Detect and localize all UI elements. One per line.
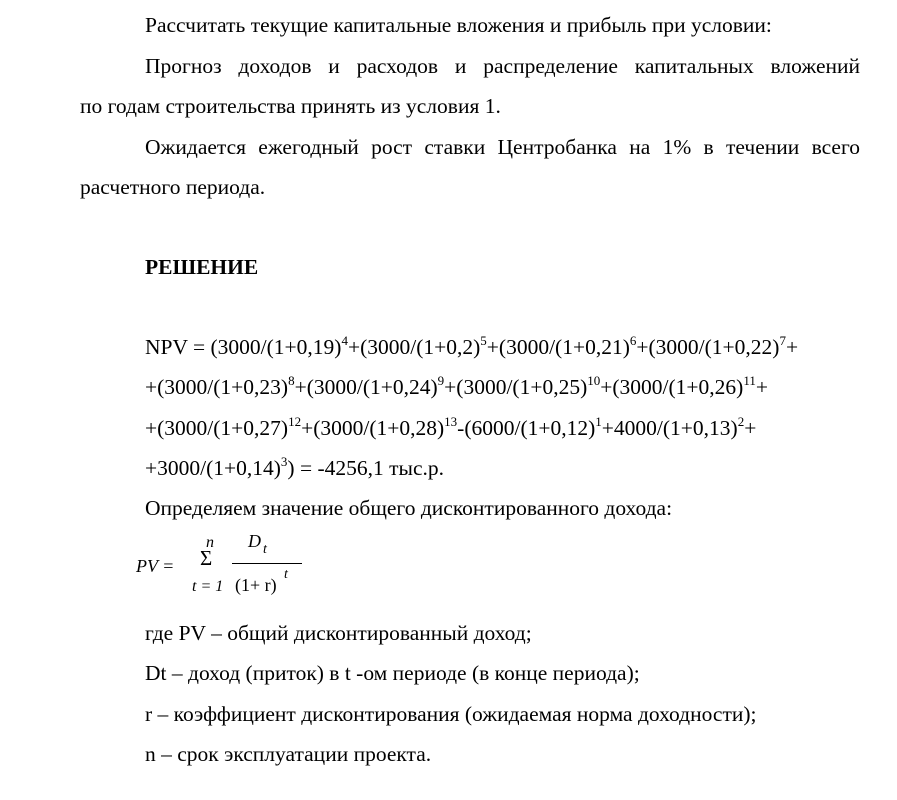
paragraph-forecast-text-2: по годам строительства принять из условия 1. <box>80 94 501 118</box>
npv-term: +(3000/(1+0,27) <box>145 416 289 440</box>
paragraph-forecast-line2 <box>80 93 501 119</box>
npv-result: ) = -4256,1 тыс.р. <box>287 456 445 480</box>
pv-intro-text: Определяем значение общего дисконтированного дохода: <box>145 496 673 520</box>
definition-dt <box>145 660 640 686</box>
formula-denominator-sup: t <box>284 567 288 582</box>
formula-upper-limit: n <box>206 534 214 551</box>
definition-r <box>145 701 757 727</box>
npv-term: +(3000/(1+0,2) <box>347 335 481 359</box>
npv-term: +(3000/(1+0,22) <box>636 335 780 359</box>
definition-r-text: r – коэффициент дисконтирования (ожидаемая норма доходности); <box>145 702 757 726</box>
paragraph-forecast-line1 <box>145 53 860 79</box>
npv-term: +(3000/(1+0,25) <box>444 375 588 399</box>
npv-exponent: 3 <box>280 454 288 469</box>
formula-sigma: Σ <box>200 546 213 570</box>
npv-term: +(3000/(1+0,26) <box>600 375 744 399</box>
npv-exponent: 1 <box>595 414 602 429</box>
pv-intro <box>145 495 672 521</box>
formula-lhs: PV = <box>136 556 175 576</box>
definition-dt-text: Dt – доход (приток) в t -ом периоде (в конце периода); <box>145 661 640 685</box>
paragraph-rate-line2 <box>80 174 265 200</box>
npv-exponent: 8 <box>288 373 295 388</box>
npv-term: -(6000/(1+0,12) <box>457 416 596 440</box>
paragraph-forecast-text-1: Прогноз доходов и расходов и распределение капитальных вложений <box>145 54 860 78</box>
npv-exponent: 12 <box>288 414 302 429</box>
paragraph-rate-text-2: расчетного периода. <box>80 175 266 199</box>
npv-term: +(3000/(1+0,23) <box>145 375 289 399</box>
npv-exponent: 2 <box>737 414 745 429</box>
paragraph-task-text: Рассчитать текущие капитальные вложения и прибыль при условии: <box>145 13 772 37</box>
heading-text: РЕШЕНИЕ <box>145 255 259 279</box>
npv-term: + <box>785 335 799 359</box>
formula-numerator-sub: t <box>263 542 267 557</box>
npv-line-3 <box>145 415 756 441</box>
npv-exponent: 9 <box>437 373 445 388</box>
npv-term: + <box>755 375 768 399</box>
paragraph-rate-text-1: Ожидается ежегодный рост ставки Центробанка на 1% в течении всего <box>145 135 860 159</box>
npv-term: +(3000/(1+0,28) <box>301 416 445 440</box>
npv-term: + <box>744 416 757 440</box>
npv-exponent: 6 <box>629 333 637 348</box>
paragraph-task <box>145 12 772 38</box>
npv-line-4 <box>145 455 444 481</box>
npv-exponent: 7 <box>779 333 786 348</box>
npv-exponent: 11 <box>743 373 756 388</box>
npv-line-2 <box>145 374 768 400</box>
formula-denominator: (1+ r) <box>235 575 277 595</box>
pv-formula <box>136 530 336 610</box>
definition-pv-text: где PV – общий дисконтированный доход; <box>145 621 532 645</box>
paragraph-rate-line1 <box>145 134 860 160</box>
definition-n <box>145 741 431 767</box>
npv-exponent: 13 <box>444 414 458 429</box>
definition-n-text: n – срок эксплуатации проекта. <box>145 742 432 766</box>
npv-term: +3000/(1+0,14) <box>145 456 281 480</box>
npv-term: +4000/(1+0,13) <box>601 416 738 440</box>
npv-exponent: 4 <box>341 333 348 348</box>
section-heading <box>145 254 258 280</box>
formula-fraction-bar <box>232 563 302 564</box>
npv-term: +(3000/(1+0,24) <box>294 375 438 399</box>
formula-numerator: D <box>248 531 261 551</box>
npv-line-1 <box>145 334 798 360</box>
npv-exponent: 5 <box>480 333 487 348</box>
formula-lower-limit: t = 1 <box>192 578 224 595</box>
npv-exponent: 10 <box>587 373 601 388</box>
definition-pv <box>145 620 532 646</box>
npv-term: +(3000/(1+0,21) <box>486 335 630 359</box>
npv-term: NPV = (3000/(1+0,19) <box>145 335 342 359</box>
